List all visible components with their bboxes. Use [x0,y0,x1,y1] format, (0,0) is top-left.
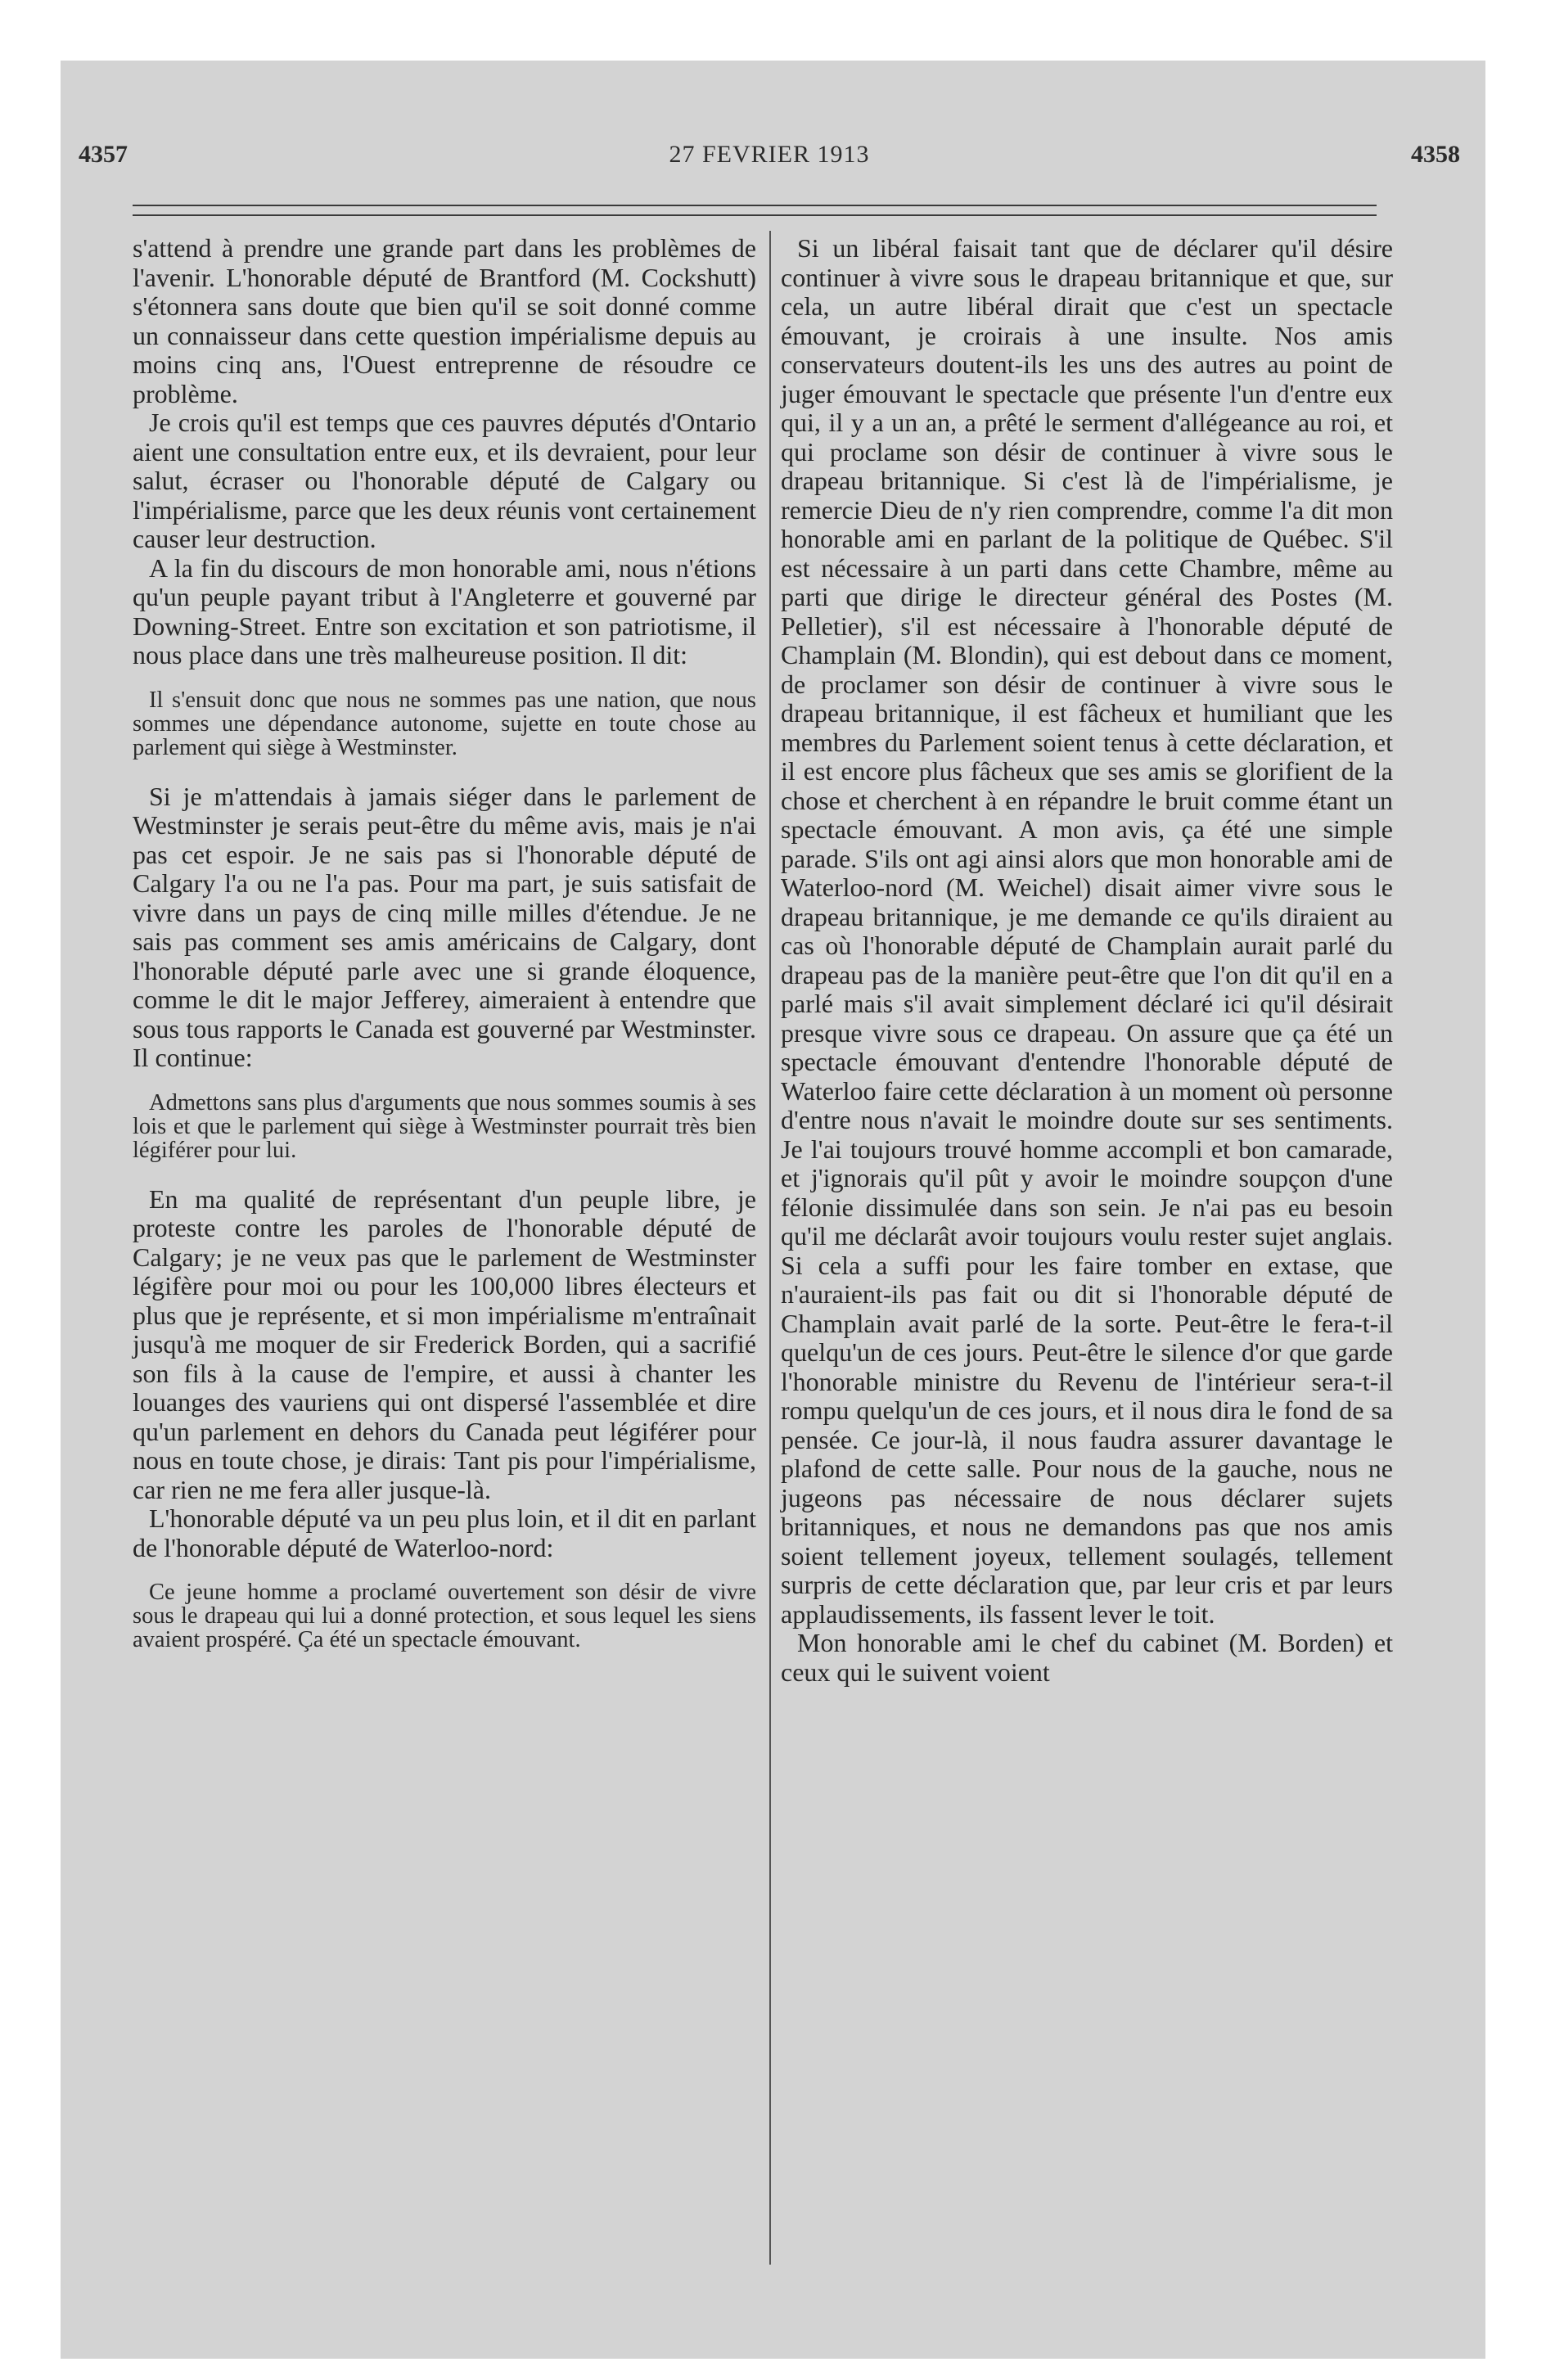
block-quote: Admettons sans plus d'arguments que nous sommes soumis à ses lois et que le parlement qui siège à Westminster pourrait très bien légiférer pour lui. [133,1089,756,1163]
left-column [133,234,756,1675]
paragraph: Mon honorable ami le chef du cabinet (M. Borden) et ceux qui le suivent voient [781,1628,1393,1687]
header-rule-secondary [133,214,1377,216]
page-number-right: 4358 [1411,141,1460,168]
paragraph: Je crois qu'il est temps que ces pauvres députés d'Ontario aient une consultation entre eux, et ils devraient, pour leur salut, écraser ou l'honorable député de Calgary ou l'impérialisme, parce que les deux réunis vont certainement causer leur destruction. [133,408,756,553]
paragraph: Si je m'attendais à jamais siéger dans le parlement de Westminster je serais peut-être du même avis, mais je n'ai pas cet espoir. Je ne sais pas si l'honorable député de Calgary l'a ou ne l'a pas. Pour ma part, je suis satisfait de vivre dans un pays de cinq mille milles d'étendue. Je ne sais pas comment ses amis américains de Calgary, dont l'honorable député parle avec une si grande éloquence, comme le dit le major Jefferey, aimeraient à entendre que sous tous rapports le Canada est gouverné par Westminster. Il continue: [133,781,756,1072]
page-header [79,141,1460,174]
paragraph: L'honorable député va un peu plus loin, et il dit en parlant de l'honorable député de Waterloo-nord: [133,1503,756,1562]
column-divider [769,231,771,2265]
page-number-left: 4357 [79,141,128,168]
header-rule [133,205,1377,206]
paragraph: s'attend à prendre une grande part dans les problèmes de l'avenir. L'honorable député de Brantford (M. Cockshutt) s'étonnera sans doute que bien qu'il se soit donné comme un connaisseur dans cette question impérialisme depuis au moins cinq ans, l'Ouest entreprenne de résoudre ce problème. [133,233,756,408]
paragraph: Si un libéral faisait tant que de déclarer qu'il désire continuer à vivre sous le drapeau britannique et que, sur cela, un autre libéral dirait que c'est un spectacle émouvant, je croirais à une insulte. Nos amis conservateurs doutent-ils les uns des autres au point de juger émouvant le spectacle que présente l'un d'entre eux qui, il y a un an, a prêté le serment d'allégeance au roi, et qui proclame son désir de continuer à vivre sous le drapeau britannique. Si c'est là de l'impérialisme, je remercie Dieu de n'y rien comprendre, comme l'a dit mon honorable ami en parlant de la politique de Québec. S'il est nécessaire à un parti dans cette Chambre, même au parti que dirige le directeur général des Postes (M. Pelletier), s'il est nécessaire à l'honorable député de Champlain (M. Blondin), qui est debout dans ce moment, de proclamer son désir de continuer à vivre sous le drapeau britannique, il est fâcheux et humiliant que les membres du Parlement soient tenus à cette déclaration, et il est encore plus fâcheux que ses amis se glorifient de la chose et cherchent à en répandre le bruit comme étant un spectacle émouvant. A mon avis, ça été une simple parade. S'ils ont agi ainsi alors que mon honorable ami de Waterloo-nord (M. Weichel) disait aimer vivre sous le drapeau britannique, je me demande ce qu'ils diraient au cas où l'honorable député de Champlain aurait parlé du drapeau pas de la manière peut-être que l'on dit qu'il en a parlé mais s'il avait simplement déclaré ici qu'il désirait presque vivre sous ce drapeau. On assure que ça été un spectacle émouvant d'entendre l'honorable député de Waterloo faire cette déclaration à un moment où personne d'entre nous n'avait le moindre doute sur ses sentiments. Je l'ai toujours trouvé homme accompli et bon camarade, et j'ignorais qu'il pût y avoir le moindre soupçon d'une félonie dissimulée dans son sein. Je n'ai pas eu besoin qu'il me déclarât avoir toujours voulu rester sujet anglais. Si cela a suffi pour les faire tomber en extase, que n'auraient-ils pas fait ou dit si l'honorable député de Champlain avait parlé de la sorte. Peut-être le fera-t-il quelqu'un de ces jours. Peut-être le silence d'or que garde l'honorable ministre du Revenu de l'intérieur sera-t-il rompu quelqu'un de ces jours, et il nous dira le fond de sa pensée. Ce jour-là, il nous faudra assurer davantage le plafond de cette salle. Pour nous de la gauche, nous ne jugeons pas nécessaire de nous déclarer sujets britanniques, et nous ne demandons pas que nos amis soient tellement joyeux, tellement soulagés, tellement surpris de cette déclaration que, par leur cris et par leurs applaudissements, ils fassent lever le toit. [781,233,1393,1629]
block-quote: Ce jeune homme a proclamé ouvertement son désir de vivre sous le drapeau qui lui a donné protection, et sous lequel les siens avaient prospéré. Ça été un spectacle émouvant. [133,1580,756,1652]
right-column [781,234,1393,1687]
paragraph: A la fin du discours de mon honorable ami, nous n'étions qu'un peuple payant tribut à l'Angleterre et gouverné par Downing-Street. Entre son excitation et son patriotisme, il nous place dans une très malheureuse position. Il dit: [133,552,756,669]
page-date: 27 FEVRIER 1913 [669,141,870,168]
block-quote: Il s'ensuit donc que nous ne sommes pas une nation, que nous sommes une dépendance autonome, sujette en toute chose au parlement qui siège à Westminster. [133,687,756,760]
paragraph: En ma qualité de représentant d'un peuple libre, je proteste contre les paroles de l'honorable député de Calgary; je ne veux pas que le parlement de Westminster légifère pour moi ou pour les 100,000 libres électeurs et plus que je représente, et si mon impérialisme m'entraînait jusqu'à me moquer de sir Frederick Borden, qui a sacrifié son fils à la cause de l'empire, et aussi à chanter les louanges des vauriens qui ont dispersé l'assemblée et dire qu'un parlement en dehors du Canada peut légiférer pour nous en toute chose, je dirais: Tant pis pour l'impérialisme, car rien ne me fera aller jusque-là. [133,1183,756,1504]
